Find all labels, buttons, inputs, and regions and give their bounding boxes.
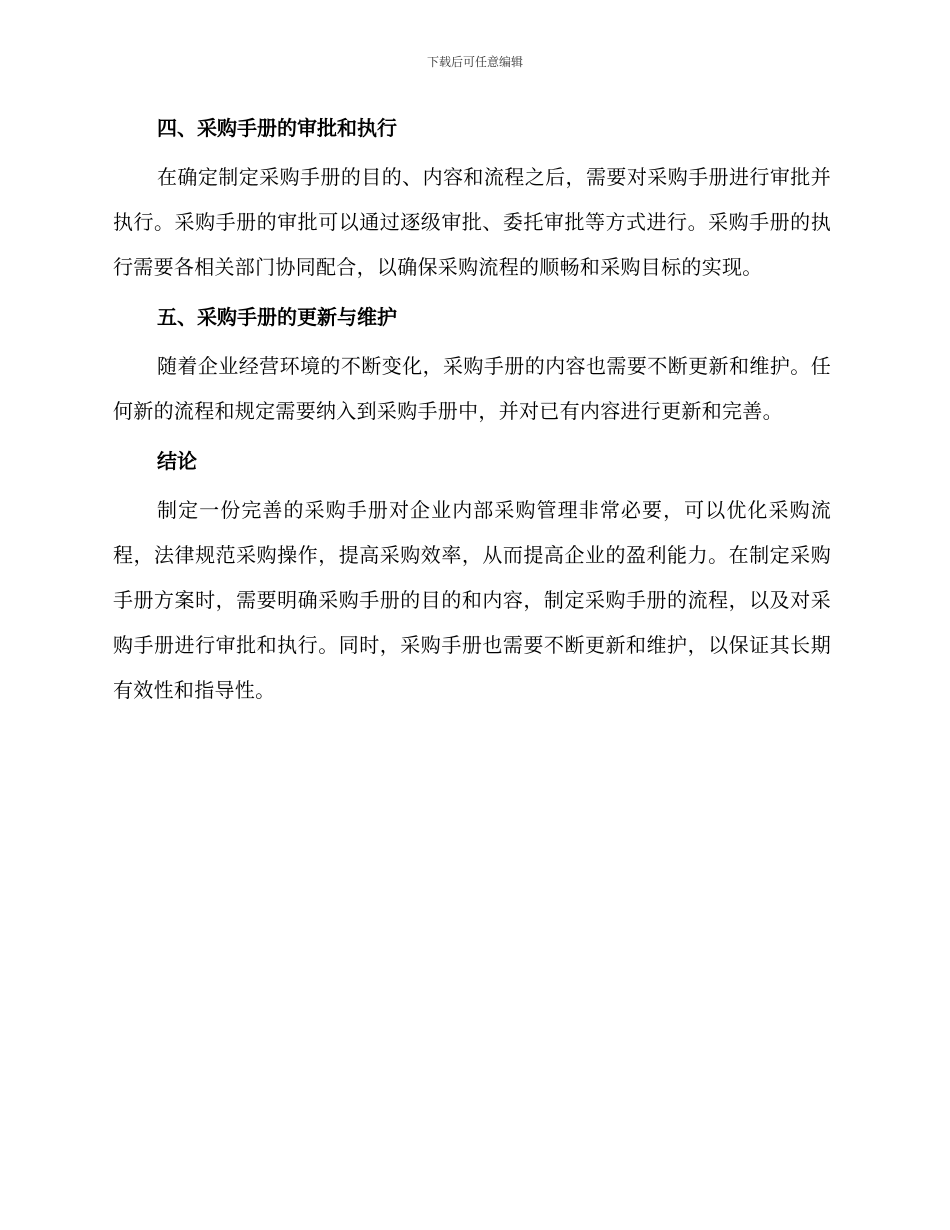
header-note: 下载后可任意编辑 <box>426 55 523 69</box>
section-heading-approval: 四、采购手册的审批和执行 <box>157 116 397 140</box>
section-paragraph-update: 随着企业经营环境的不断变化，采购手册的内容也需要不断更新和维护。任何新的流程和规定需要纳入到采购手册中，并对已有内容进行更新和完善。 <box>113 354 831 423</box>
section-heading-conclusion: 结论 <box>157 449 197 473</box>
section-heading-update: 五、采购手册的更新与维护 <box>157 305 397 329</box>
section-paragraph-approval: 在确定制定采购手册的目的、内容和流程之后，需要对采购手册进行审批并执行。采购手册的审批可以通过逐级审批、委托审批等方式进行。采购手册的执行需要各相关部门协同配合，以确保采购流程的顺畅和采购目标的实现。 <box>113 165 831 279</box>
document-body <box>113 110 831 713</box>
section-paragraph-conclusion: 制定一份完善的采购手册对企业内部采购管理非常必要，可以优化采购流程，法律规范采购操作，提高采购效率，从而提高企业的盈利能力。在制定采购手册方案时，需要明确采购手册的目的和内容，制定采购手册的流程，以及对采购手册进行审批和执行。同时，采购手册也需要不断更新和维护，以保证其长期有效性和指导性。 <box>113 498 831 702</box>
